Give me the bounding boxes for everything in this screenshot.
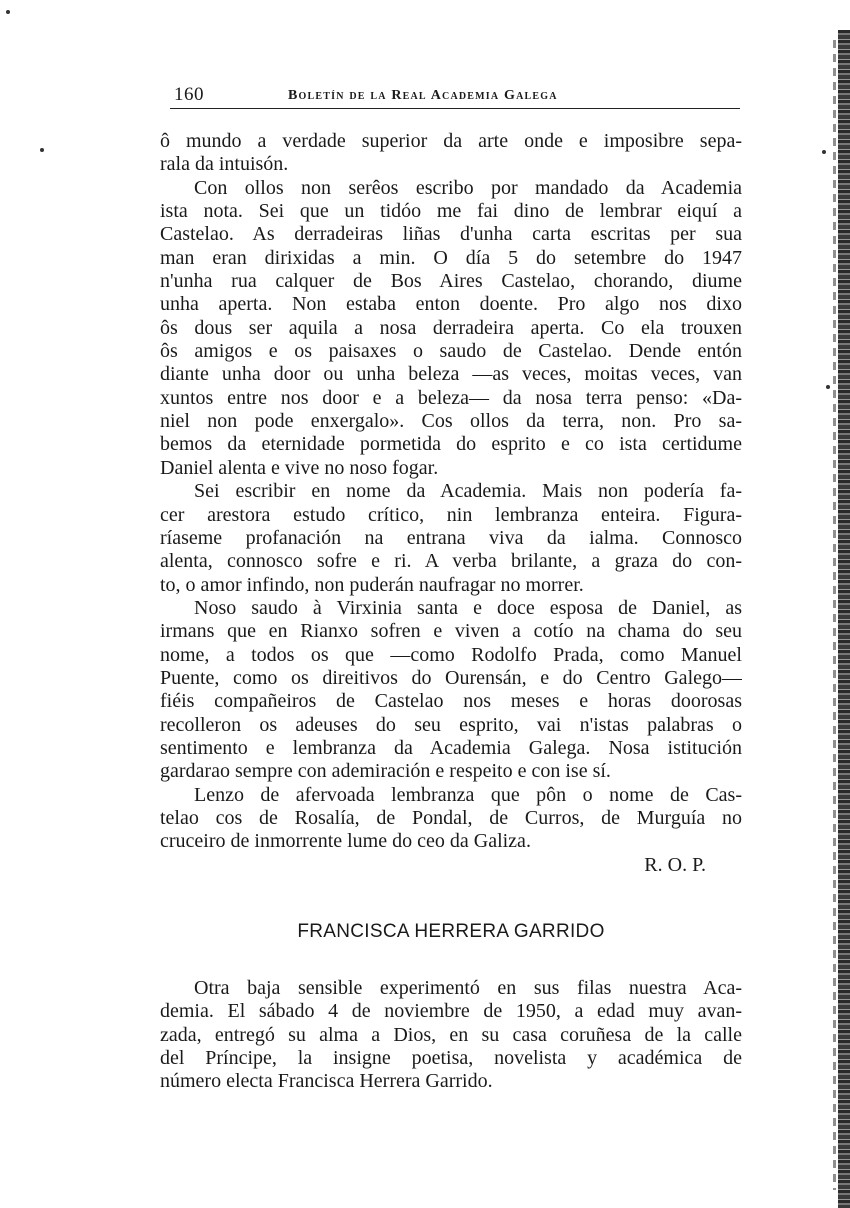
- text-line: Lenzo de afervoada lembranza que pôn o nome de Cas-: [194, 783, 742, 806]
- scan-speck: [826, 385, 830, 389]
- text-line: Noso saudo à Virxinia santa e doce esposa de Daniel, as: [194, 596, 742, 619]
- scan-speck: [6, 10, 10, 14]
- section-gap: [160, 947, 742, 977]
- text-line: irmans que en Rianxo sofren e viven a cotío na chama do seu: [160, 620, 742, 643]
- text-line: ista nota. Sei que un tidóo me fai dino de lembrar eiquí a: [160, 200, 742, 223]
- text-line: Otra baja sensible experimentó en sus filas nuestra Aca-: [194, 977, 742, 999]
- text-line: ôs dous ser aquila a nosa derradeira aperta. Co ela trouxen: [160, 316, 742, 339]
- text-line: cer arestora estudo crítico, nin lembranza enteira. Figura-: [160, 503, 742, 526]
- text-line: unha aperta. Non estaba enton doente. Pro algo nos dixo: [160, 293, 742, 316]
- page-body: [160, 130, 742, 1094]
- text-line: Daniel alenta e vive no noso fogar.: [160, 456, 439, 479]
- text-line: niel non pode enxergalo». Cos ollos da terra, non. Pro sa-: [160, 410, 742, 433]
- page-edge-shadow: [838, 30, 850, 1208]
- text-line: sentimento e lembranza da Academia Galega. Nosa istitución: [160, 736, 742, 759]
- text-line: xuntos entre nos door e a beleza— da nosa terra penso: «Da-: [160, 386, 742, 409]
- section-gap: [160, 877, 742, 917]
- page-edge-shadow-inner: [833, 40, 836, 1190]
- running-head: Boletín de la Real Academia Galega: [288, 88, 558, 103]
- text-line: zada, entregó su alma a Dios, en su casa coruñesa de la calle: [160, 1023, 742, 1046]
- text-line: rala da intuisón.: [160, 153, 289, 176]
- text-line: diante unha door ou unha beleza —as veces, moitas veces, van: [160, 363, 742, 386]
- text-line: ô mundo a verdade superior da arte onde e imposibre sepa-: [160, 130, 742, 152]
- text-line: nome, a todos os que —como Rodolfo Prada, como Manuel: [160, 643, 742, 666]
- text-line: cruceiro de inmorrente lume do ceo da Galiza.: [160, 830, 531, 853]
- page-header: [170, 82, 740, 109]
- text-line: n'unha rua calquer de Bos Aires Castelao, chorando, diume: [160, 270, 742, 293]
- text-line: Castelao. As derradeiras liñas d'unha carta escritas per sua: [160, 223, 742, 246]
- text-line: Sei escribir en nome da Academia. Mais non podería fa-: [194, 480, 742, 503]
- text-line: Con ollos non serêos escribo por mandado da Academia: [194, 176, 742, 199]
- text-line: alenta, connosco sofre e ri. A verba brilante, a graza do con-: [160, 550, 742, 573]
- text-line: ôs amigos e os paisaxes o saudo de Castelao. Dende entón: [160, 340, 742, 363]
- text-line: telao cos de Rosalía, de Pondal, de Curros, de Murguía no: [160, 806, 742, 829]
- text-line: demia. El sábado 4 de noviembre de 1950, a edad muy avan-: [160, 1000, 742, 1023]
- text-line: recolleron os adeuses do seu esprito, vai n'istas palabras o: [160, 713, 742, 736]
- text-line: del Príncipe, la insigne poetisa, novelista y académica de: [160, 1047, 742, 1070]
- text-line: gardarao sempre con ademiración e respeito e con ise sí.: [160, 760, 611, 783]
- text-line: Puente, como os direitivos do Ourensán, e do Centro Galego—: [160, 666, 742, 689]
- text-line: fiéis compañeiros de Castelao nos meses e horas doorosas: [160, 690, 742, 713]
- text-line: bemos da eternidade pormetida do esprito e co ista certidume: [160, 433, 742, 456]
- scan-speck: [822, 150, 826, 154]
- text-line: man eran dirixidas a min. O día 5 do setembre do 1947: [160, 246, 742, 269]
- scan-speck: [40, 148, 44, 152]
- page-number: 160: [174, 84, 204, 105]
- text-line: to, o amor infindo, non puderán naufragar no morrer.: [160, 573, 584, 596]
- text-line: número electa Francisca Herrera Garrido.: [160, 1070, 493, 1093]
- section-title: FRANCISCA HERRERA GARRIDO: [297, 921, 605, 942]
- text-line: ríaseme profanación na entrana viva da ialma. Connosco: [160, 526, 742, 549]
- signature: R. O. P.: [644, 853, 706, 876]
